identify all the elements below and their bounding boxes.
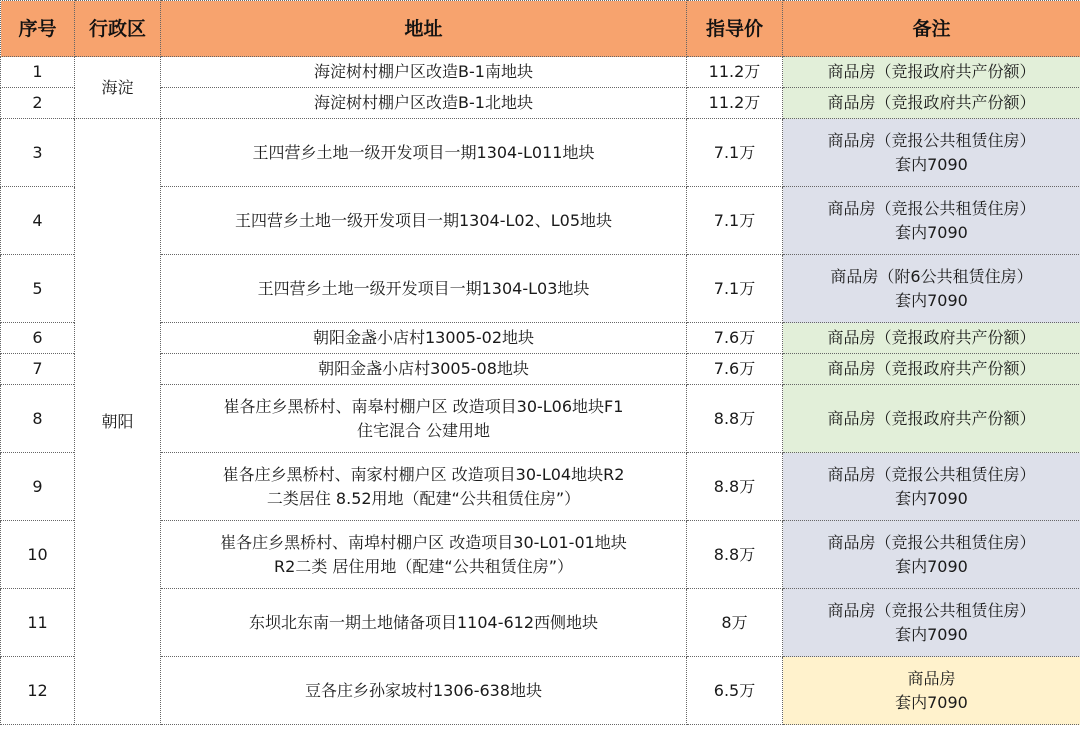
row-price: 7.1万 — [687, 119, 783, 187]
table-row — [1, 453, 1080, 521]
note-line: 套内7090 — [895, 222, 968, 242]
row-price: 8万 — [687, 589, 783, 657]
address-line: 崔各庄乡黑桥村、南埠村棚户区 改造项目30-L01-01地块 — [220, 532, 627, 552]
note-line: 商品房（竞报政府共产份额） — [827, 93, 1036, 112]
row-index: 11 — [1, 589, 75, 657]
row-price: 8.8万 — [687, 453, 783, 521]
row-note — [783, 521, 1080, 589]
note-line: 套内7090 — [895, 154, 968, 174]
address-line: 崔各庄乡黑桥村、南家村棚户区 改造项目30-L04地块R2 — [222, 464, 625, 484]
address-line: 住宅混合 公建用地 — [356, 420, 491, 440]
note-line: 商品房（竞报政府共产份额） — [827, 408, 1036, 428]
row-price: 8.8万 — [687, 385, 783, 453]
row-price: 7.6万 — [687, 323, 783, 354]
row-note — [783, 255, 1080, 323]
row-index: 4 — [1, 187, 75, 255]
row-address: 海淀树村棚户区改造B-1北地块 — [161, 88, 687, 119]
header-price: 指导价 — [687, 1, 783, 57]
row-index: 5 — [1, 255, 75, 323]
row-price: 7.1万 — [687, 187, 783, 255]
row-price: 7.6万 — [687, 354, 783, 385]
row-address: 王四营乡土地一级开发项目一期1304-L02、L05地块 — [161, 187, 687, 255]
table-row — [1, 119, 1080, 187]
note-line: 商品房（竞报政府共产份额） — [827, 359, 1036, 378]
row-price: 11.2万 — [687, 88, 783, 119]
address-line: 二类居住 8.52用地（配建“公共租赁住房”） — [266, 488, 581, 508]
note-line: 商品房（竞报公共租赁住房） — [827, 532, 1036, 552]
row-index: 1 — [1, 57, 75, 88]
address-line: 崔各庄乡黑桥村、南皋村棚户区 改造项目30-L06地块F1 — [223, 396, 624, 416]
row-address: 朝阳金盏小店村3005-08地块 — [161, 354, 687, 385]
row-address: 海淀树村棚户区改造B-1南地块 — [161, 57, 687, 88]
note-line: 套内7090 — [895, 556, 968, 576]
row-index: 7 — [1, 354, 75, 385]
row-index: 9 — [1, 453, 75, 521]
row-index: 3 — [1, 119, 75, 187]
row-address: 朝阳金盏小店村13005-02地块 — [161, 323, 687, 354]
row-price: 6.5万 — [687, 657, 783, 725]
row-note — [783, 323, 1080, 354]
note-line: 商品房（竞报公共租赁住房） — [827, 130, 1036, 150]
note-line: 套内7090 — [895, 624, 968, 644]
row-note — [783, 657, 1080, 725]
note-line: 商品房（竞报政府共产份额） — [827, 328, 1036, 347]
note-line: 商品房（竞报公共租赁住房） — [827, 198, 1036, 218]
row-index: 2 — [1, 88, 75, 119]
row-address: 王四营乡土地一级开发项目一期1304-L03地块 — [161, 255, 687, 323]
row-note — [783, 187, 1080, 255]
row-address: 王四营乡土地一级开发项目一期1304-L011地块 — [161, 119, 687, 187]
district-cell-haidian: 海淀 — [75, 57, 161, 119]
table-row — [1, 521, 1080, 589]
row-note — [783, 453, 1080, 521]
header-district: 行政区 — [75, 1, 161, 57]
row-note — [783, 88, 1080, 119]
row-note — [783, 354, 1080, 385]
note-line: 套内7090 — [895, 290, 968, 310]
row-index: 8 — [1, 385, 75, 453]
row-note — [783, 589, 1080, 657]
note-line: 商品房（附6公共租赁住房） — [830, 266, 1033, 286]
address-line: R2二类 居住用地（配建“公共租赁住房”） — [274, 556, 573, 576]
row-address — [161, 385, 687, 453]
header-address: 地址 — [161, 1, 687, 57]
row-address: 东坝北东南一期土地储备项目1104-612西侧地块 — [161, 589, 687, 657]
row-price: 8.8万 — [687, 521, 783, 589]
note-line: 商品房（竞报公共租赁住房） — [827, 464, 1036, 484]
note-line: 套内7090 — [895, 692, 968, 712]
row-note — [783, 119, 1080, 187]
district-cell-chaoyang: 朝阳 — [75, 119, 161, 725]
row-index: 6 — [1, 323, 75, 354]
header-note: 备注 — [783, 1, 1080, 57]
note-line: 商品房 — [907, 668, 956, 688]
header-row — [1, 1, 1080, 57]
row-address — [161, 521, 687, 589]
row-price: 11.2万 — [687, 57, 783, 88]
row-price: 7.1万 — [687, 255, 783, 323]
table-row — [1, 255, 1080, 323]
note-line: 套内7090 — [895, 488, 968, 508]
note-line: 商品房（竞报政府共产份额） — [827, 62, 1036, 81]
table-row — [1, 354, 1080, 385]
row-address — [161, 453, 687, 521]
row-index: 12 — [1, 657, 75, 725]
header-index: 序号 — [1, 1, 75, 57]
table-row — [1, 385, 1080, 453]
row-index: 10 — [1, 521, 75, 589]
table-row — [1, 187, 1080, 255]
row-address: 豆各庄乡孙家坡村1306-638地块 — [161, 657, 687, 725]
table-row — [1, 88, 1080, 119]
table-row — [1, 57, 1080, 88]
table-row — [1, 657, 1080, 725]
row-note — [783, 385, 1080, 453]
row-note — [783, 57, 1080, 88]
table-row — [1, 323, 1080, 354]
table-row — [1, 589, 1080, 657]
note-line: 商品房（竞报公共租赁住房） — [827, 600, 1036, 620]
